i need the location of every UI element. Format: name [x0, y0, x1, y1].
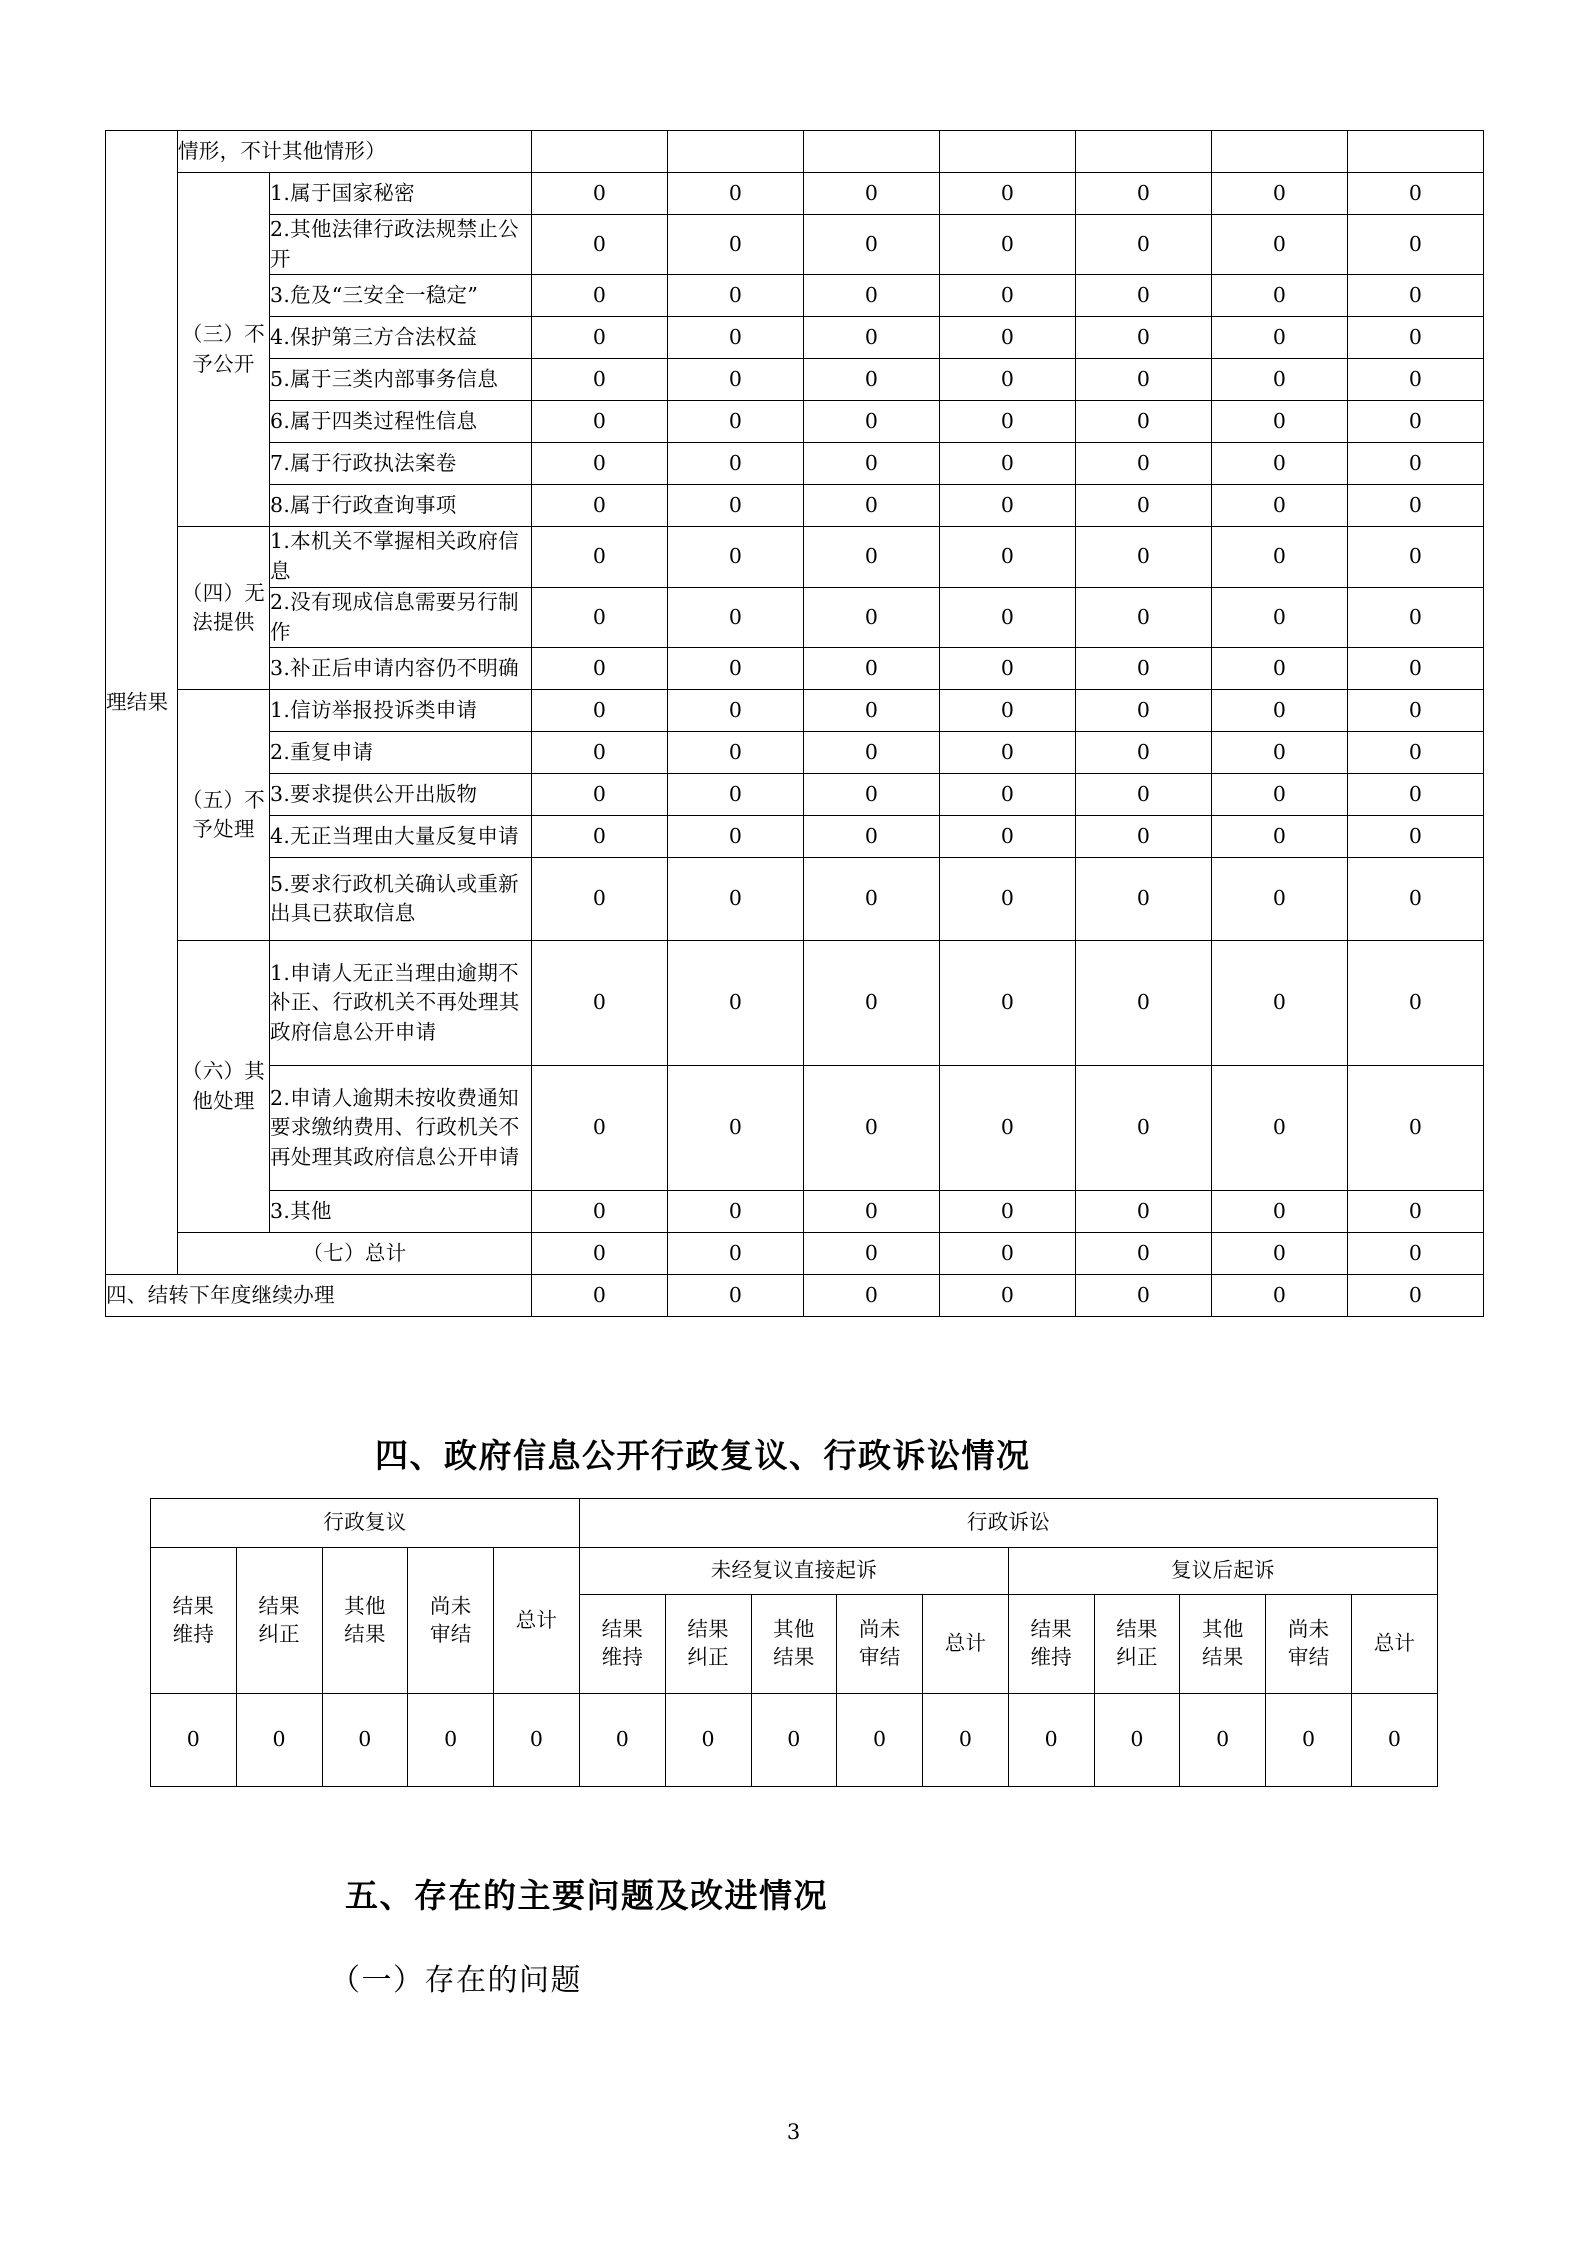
value-cell: 0: [804, 1233, 940, 1275]
header-direct-pending: 尚未 审结: [837, 1595, 923, 1694]
value-cell: 0: [668, 732, 804, 774]
item-label: 6.属于四类过程性信息: [270, 401, 532, 443]
value-cell: 0: [1348, 1191, 1484, 1233]
table-row: [106, 858, 1484, 941]
item-label: 3.补正后申请内容仍不明确: [270, 648, 532, 690]
header-after-pending: 尚未 审结: [1266, 1595, 1352, 1694]
value-cell: 0: [804, 816, 940, 858]
value-cell: 0: [1212, 215, 1348, 275]
carryover-label: 四、结转下年度继续办理: [106, 1275, 532, 1317]
value-cell: 0: [940, 1275, 1076, 1317]
table-row: [106, 359, 1484, 401]
value-cell: 0: [1076, 941, 1212, 1066]
group-label: （六）其他处理: [178, 941, 270, 1233]
value-cell: 0: [668, 648, 804, 690]
value-cell: 0: [579, 1694, 665, 1787]
value-cell: 0: [940, 587, 1076, 647]
value-cell: 0: [804, 359, 940, 401]
value-cell: [1076, 131, 1212, 173]
table-row: [106, 816, 1484, 858]
value-cell: 0: [1076, 1191, 1212, 1233]
header-review-pending: 尚未 审结: [408, 1548, 494, 1694]
value-cell: 0: [1076, 587, 1212, 647]
value-cell: 0: [1212, 858, 1348, 941]
value-cell: 0: [532, 443, 668, 485]
table-row: [106, 485, 1484, 527]
value-cell: 0: [940, 648, 1076, 690]
value-cell: 0: [1212, 1066, 1348, 1191]
table-row: [106, 275, 1484, 317]
header-administrative-litigation: 行政诉讼: [579, 1499, 1437, 1548]
value-cell: 0: [940, 527, 1076, 587]
value-cell: 0: [804, 401, 940, 443]
value-cell: 0: [532, 275, 668, 317]
header-review-corrected: 结果 纠正: [236, 1548, 322, 1694]
item-label: 2.重复申请: [270, 732, 532, 774]
value-cell: 0: [940, 690, 1076, 732]
table-row-carryover: [106, 1275, 1484, 1317]
header-review-other: 其他 结果: [322, 1548, 408, 1694]
value-cell: 0: [1076, 816, 1212, 858]
value-cell: 0: [1348, 317, 1484, 359]
table-row: [106, 1191, 1484, 1233]
value-cell: 0: [532, 774, 668, 816]
value-cell: 0: [1348, 215, 1484, 275]
value-cell: 0: [1212, 1233, 1348, 1275]
item-label: 2.没有现成信息需要另行制作: [270, 587, 532, 647]
value-cell: 0: [1212, 1191, 1348, 1233]
value-cell: 0: [1348, 1233, 1484, 1275]
value-cell: 0: [668, 401, 804, 443]
value-cell: 0: [940, 401, 1076, 443]
header-direct-other: 其他 结果: [751, 1595, 837, 1694]
item-label: 2.其他法律行政法规禁止公开: [270, 215, 532, 275]
value-cell: 0: [1076, 215, 1212, 275]
value-cell: 0: [1076, 732, 1212, 774]
value-cell: 0: [804, 317, 940, 359]
value-cell: 0: [1348, 173, 1484, 215]
header-direct-upheld: 结果 维持: [579, 1595, 665, 1694]
review-litigation-table: [150, 1498, 1438, 1787]
value-cell: 0: [1266, 1694, 1352, 1787]
value-cell: 0: [1076, 275, 1212, 317]
value-cell: 0: [1212, 1275, 1348, 1317]
value-cell: 0: [1212, 587, 1348, 647]
value-cell: 0: [940, 941, 1076, 1066]
value-cell: 0: [668, 858, 804, 941]
value-cell: 0: [532, 1233, 668, 1275]
value-cell: 0: [804, 275, 940, 317]
value-cell: 0: [532, 317, 668, 359]
value-cell: 0: [940, 359, 1076, 401]
value-cell: 0: [940, 173, 1076, 215]
value-cell: 0: [668, 816, 804, 858]
value-cell: 0: [532, 732, 668, 774]
value-cell: 0: [940, 816, 1076, 858]
value-cell: 0: [532, 1275, 668, 1317]
header-after-upheld: 结果 维持: [1008, 1595, 1094, 1694]
value-cell: 0: [837, 1694, 923, 1787]
value-cell: 0: [532, 173, 668, 215]
value-cell: 0: [668, 1066, 804, 1191]
table-header-row-1: [151, 1499, 1438, 1548]
value-cell: 0: [668, 275, 804, 317]
item-label: 5.要求行政机关确认或重新出具已获取信息: [270, 858, 532, 941]
value-cell: 0: [532, 1191, 668, 1233]
header-administrative-review: 行政复议: [151, 1499, 580, 1548]
value-cell: 0: [1008, 1694, 1094, 1787]
value-cell: 0: [804, 1066, 940, 1191]
value-cell: 0: [804, 485, 940, 527]
value-cell: 0: [668, 317, 804, 359]
table-row: [106, 527, 1484, 587]
header-direct-litigation: 未经复议直接起诉: [579, 1548, 1008, 1595]
table-row: [106, 648, 1484, 690]
value-cell: 0: [940, 317, 1076, 359]
value-cell: 0: [1212, 816, 1348, 858]
value-cell: 0: [1348, 648, 1484, 690]
value-cell: 0: [408, 1694, 494, 1787]
value-cell: [804, 131, 940, 173]
value-cell: 0: [236, 1694, 322, 1787]
value-cell: 0: [1212, 485, 1348, 527]
value-cell: 0: [940, 1233, 1076, 1275]
item-label: 7.属于行政执法案卷: [270, 443, 532, 485]
value-cell: 0: [751, 1694, 837, 1787]
table-data-row: [151, 1694, 1438, 1787]
table-row: [106, 443, 1484, 485]
value-cell: 0: [1094, 1694, 1180, 1787]
value-cell: 0: [1076, 173, 1212, 215]
applications-handling-table: [105, 130, 1484, 1317]
value-cell: 0: [940, 1066, 1076, 1191]
item-label: 4.无正当理由大量反复申请: [270, 816, 532, 858]
header-after-review-litigation: 复议后起诉: [1008, 1548, 1437, 1595]
total-label: （七）总计: [178, 1233, 532, 1275]
table-row: [106, 732, 1484, 774]
value-cell: 0: [1348, 1066, 1484, 1191]
table-row: [106, 131, 1484, 173]
value-cell: 0: [940, 1191, 1076, 1233]
value-cell: 0: [1212, 359, 1348, 401]
value-cell: 0: [940, 443, 1076, 485]
value-cell: 0: [1212, 173, 1348, 215]
value-cell: 0: [1180, 1694, 1266, 1787]
value-cell: 0: [1076, 774, 1212, 816]
header-direct-corrected: 结果 纠正: [665, 1595, 751, 1694]
value-cell: 0: [1348, 941, 1484, 1066]
value-cell: [668, 131, 804, 173]
category-label-continued: 理结果: [106, 131, 178, 1275]
value-cell: 0: [668, 485, 804, 527]
value-cell: 0: [1076, 401, 1212, 443]
table-row: [106, 587, 1484, 647]
value-cell: 0: [804, 587, 940, 647]
value-cell: 0: [1348, 443, 1484, 485]
value-cell: 0: [1076, 648, 1212, 690]
value-cell: 0: [1348, 275, 1484, 317]
value-cell: 0: [668, 587, 804, 647]
table-row: [106, 1066, 1484, 1191]
value-cell: 0: [804, 215, 940, 275]
value-cell: 0: [1076, 1275, 1212, 1317]
value-cell: 0: [1348, 359, 1484, 401]
item-label: 1.本机关不掌握相关政府信息: [270, 527, 532, 587]
value-cell: 0: [1348, 732, 1484, 774]
section-five-one-heading: （一）存在的问题: [330, 1963, 582, 1998]
value-cell: 0: [532, 1066, 668, 1191]
value-cell: 0: [1076, 690, 1212, 732]
value-cell: 0: [668, 173, 804, 215]
value-cell: 0: [940, 858, 1076, 941]
value-cell: 0: [668, 1275, 804, 1317]
item-label: 5.属于三类内部事务信息: [270, 359, 532, 401]
value-cell: 0: [1212, 690, 1348, 732]
value-cell: 0: [668, 443, 804, 485]
value-cell: 0: [668, 1191, 804, 1233]
item-label: 2.申请人逾期未按收费通知要求缴纳费用、行政机关不再处理其政府信息公开申请: [270, 1066, 532, 1191]
value-cell: [1212, 131, 1348, 173]
value-cell: 0: [668, 527, 804, 587]
value-cell: 0: [532, 690, 668, 732]
value-cell: 0: [532, 215, 668, 275]
value-cell: 0: [532, 648, 668, 690]
value-cell: 0: [665, 1694, 751, 1787]
value-cell: 0: [1212, 732, 1348, 774]
value-cell: 0: [1212, 275, 1348, 317]
value-cell: [532, 131, 668, 173]
value-cell: 0: [1352, 1694, 1438, 1787]
table-row: [106, 401, 1484, 443]
value-cell: 0: [532, 359, 668, 401]
item-label: 1.信访举报投诉类申请: [270, 690, 532, 732]
value-cell: 0: [494, 1694, 580, 1787]
value-cell: 0: [804, 173, 940, 215]
item-label: 3.危及“三安全一稳定”: [270, 275, 532, 317]
table-row: [106, 941, 1484, 1066]
note-label-continued: 情形，不计其他情形）: [178, 131, 532, 173]
value-cell: 0: [1076, 1233, 1212, 1275]
value-cell: 0: [804, 527, 940, 587]
value-cell: 0: [1348, 485, 1484, 527]
value-cell: 0: [668, 359, 804, 401]
header-review-total: 总计: [494, 1548, 580, 1694]
header-after-corrected: 结果 纠正: [1094, 1595, 1180, 1694]
value-cell: 0: [1212, 443, 1348, 485]
value-cell: 0: [532, 527, 668, 587]
table-row: [106, 774, 1484, 816]
header-after-total: 总计: [1352, 1595, 1438, 1694]
value-cell: 0: [804, 648, 940, 690]
group-label: （五）不予处理: [178, 690, 270, 941]
value-cell: 0: [1348, 774, 1484, 816]
value-cell: 0: [1076, 359, 1212, 401]
value-cell: 0: [1348, 690, 1484, 732]
value-cell: 0: [940, 732, 1076, 774]
header-after-other: 其他 结果: [1180, 1595, 1266, 1694]
value-cell: 0: [1076, 858, 1212, 941]
value-cell: 0: [923, 1694, 1009, 1787]
table-row: [106, 317, 1484, 359]
section-five-heading: 五、存在的主要问题及改进情况: [345, 1876, 828, 1915]
value-cell: [1348, 131, 1484, 173]
value-cell: 0: [940, 275, 1076, 317]
section-four-heading: 四、政府信息公开行政复议、行政诉讼情况: [375, 1436, 1031, 1475]
item-label: 1.属于国家秘密: [270, 173, 532, 215]
value-cell: 0: [1212, 317, 1348, 359]
value-cell: 0: [532, 941, 668, 1066]
value-cell: 0: [1076, 1066, 1212, 1191]
item-label: 3.要求提供公开出版物: [270, 774, 532, 816]
value-cell: 0: [151, 1694, 237, 1787]
value-cell: 0: [1076, 485, 1212, 527]
value-cell: 0: [1212, 648, 1348, 690]
value-cell: 0: [668, 1233, 804, 1275]
header-review-upheld: 结果 维持: [151, 1548, 237, 1694]
value-cell: 0: [940, 774, 1076, 816]
value-cell: 0: [532, 858, 668, 941]
value-cell: 0: [1212, 774, 1348, 816]
value-cell: 0: [1348, 1275, 1484, 1317]
value-cell: 0: [322, 1694, 408, 1787]
value-cell: 0: [1212, 401, 1348, 443]
value-cell: 0: [1212, 527, 1348, 587]
table-row: [106, 690, 1484, 732]
value-cell: 0: [1348, 816, 1484, 858]
value-cell: 0: [1076, 527, 1212, 587]
item-label: 3.其他: [270, 1191, 532, 1233]
value-cell: 0: [668, 690, 804, 732]
page-number: 3: [786, 2120, 801, 2144]
value-cell: 0: [1348, 587, 1484, 647]
value-cell: 0: [804, 443, 940, 485]
value-cell: 0: [668, 941, 804, 1066]
value-cell: 0: [668, 215, 804, 275]
value-cell: 0: [804, 1191, 940, 1233]
value-cell: 0: [1348, 858, 1484, 941]
value-cell: [940, 131, 1076, 173]
value-cell: 0: [532, 401, 668, 443]
value-cell: 0: [940, 215, 1076, 275]
value-cell: 0: [940, 485, 1076, 527]
table-row: [106, 215, 1484, 275]
value-cell: 0: [804, 941, 940, 1066]
value-cell: 0: [1076, 443, 1212, 485]
value-cell: 0: [804, 774, 940, 816]
value-cell: 0: [1076, 317, 1212, 359]
value-cell: 0: [668, 774, 804, 816]
item-label: 4.保护第三方合法权益: [270, 317, 532, 359]
header-direct-total: 总计: [923, 1595, 1009, 1694]
value-cell: 0: [1212, 941, 1348, 1066]
value-cell: 0: [532, 485, 668, 527]
item-label: 1.申请人无正当理由逾期不补正、行政机关不再处理其政府信息公开申请: [270, 941, 532, 1066]
table-header-row-2: [151, 1548, 1438, 1595]
value-cell: 0: [532, 587, 668, 647]
value-cell: 0: [804, 732, 940, 774]
value-cell: 0: [532, 816, 668, 858]
group-label: （四）无法提供: [178, 527, 270, 690]
group-label: （三）不予公开: [178, 173, 270, 527]
value-cell: 0: [804, 690, 940, 732]
value-cell: 0: [804, 858, 940, 941]
value-cell: 0: [1348, 527, 1484, 587]
table-row-total: [106, 1233, 1484, 1275]
value-cell: 0: [804, 1275, 940, 1317]
value-cell: 0: [1348, 401, 1484, 443]
item-label: 8.属于行政查询事项: [270, 485, 532, 527]
table-row: [106, 173, 1484, 215]
